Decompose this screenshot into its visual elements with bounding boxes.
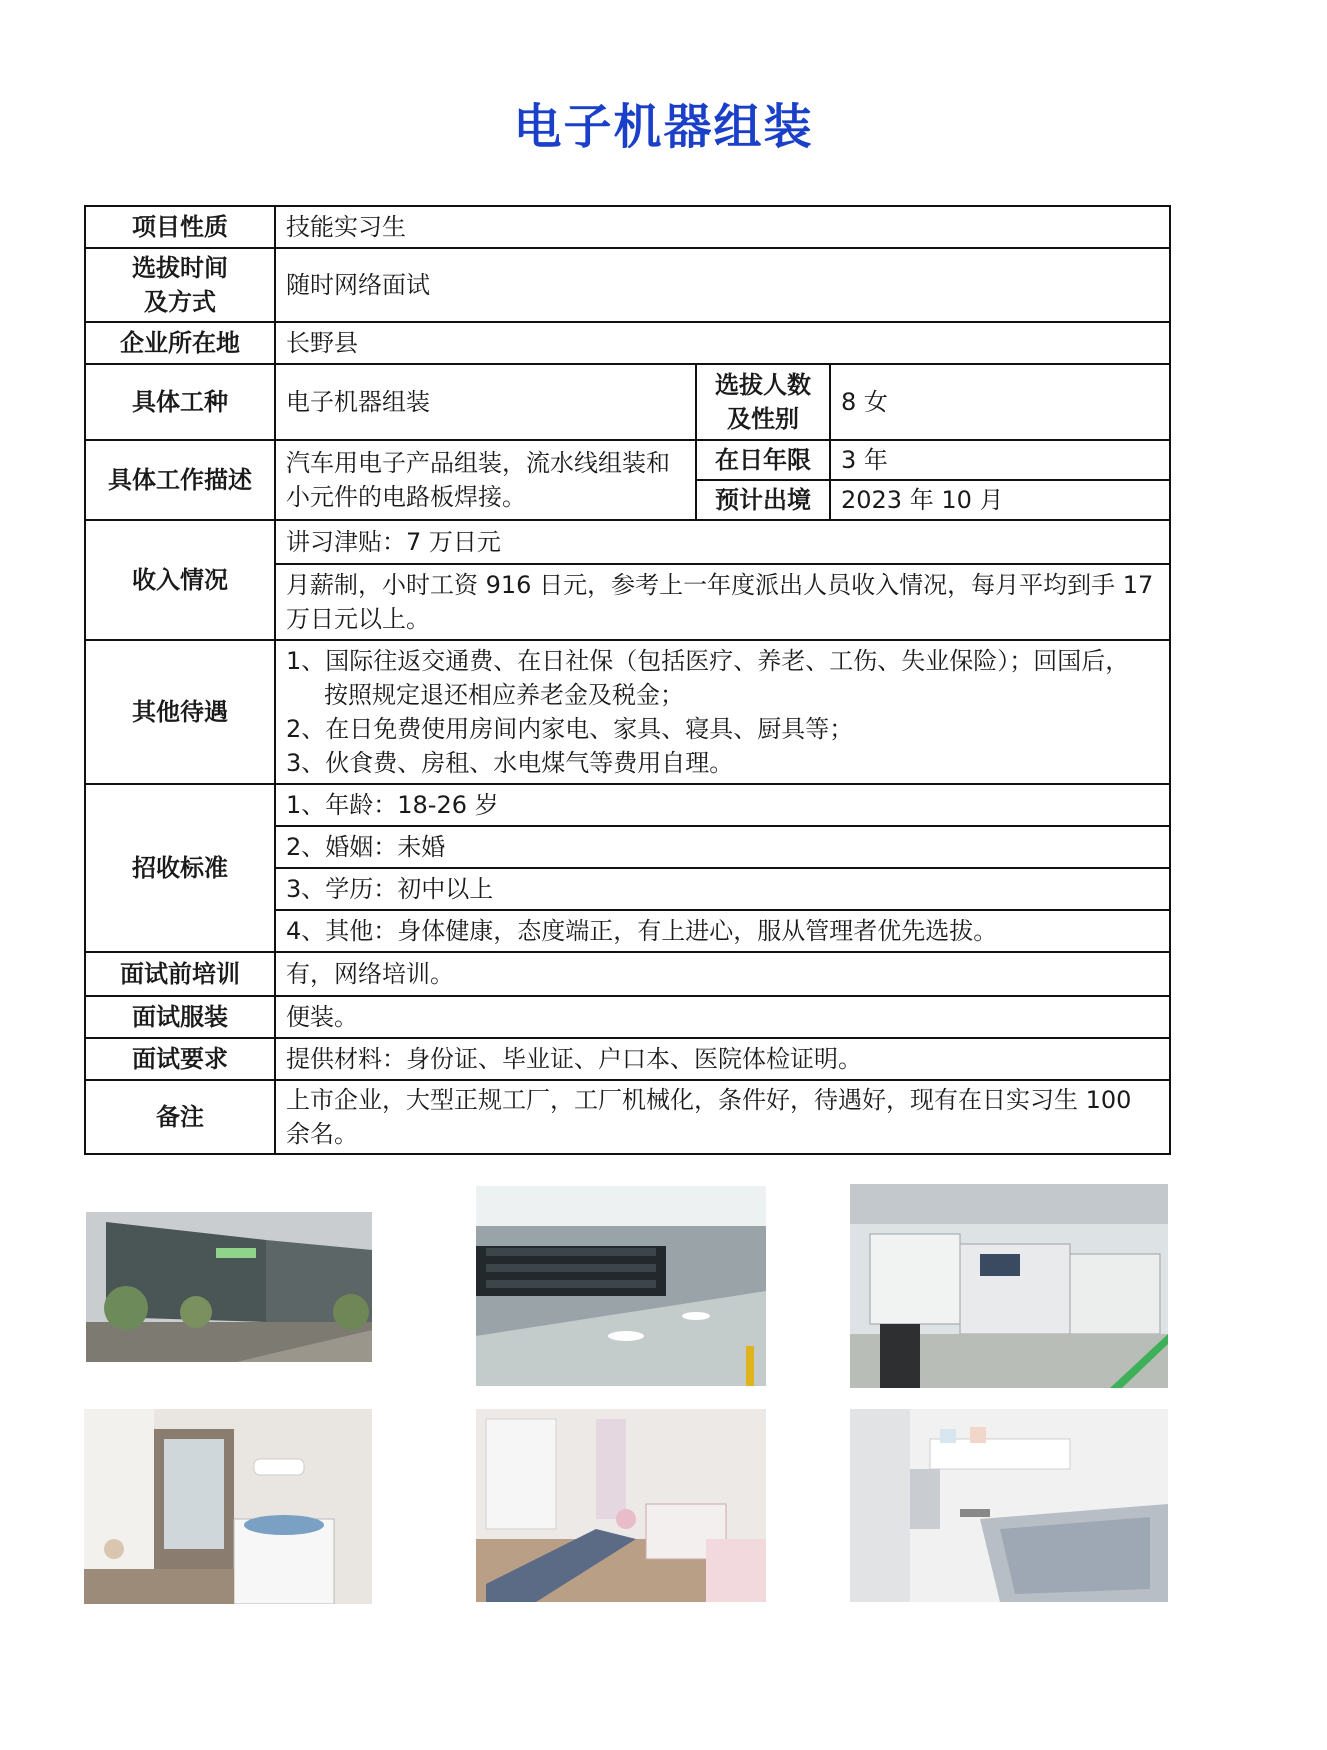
benefits-label: 其他待遇 [85, 640, 275, 784]
table-row [85, 248, 1170, 322]
selection-time-label [85, 248, 275, 322]
requirement-marriage: 2、婚姻：未婚 [275, 826, 1170, 868]
info-table [84, 205, 1171, 1155]
duration-label: 在日年限 [696, 440, 830, 480]
table-row [85, 206, 1170, 248]
remarks-label: 备注 [85, 1080, 275, 1154]
headcount-label-line2: 及性别 [727, 404, 799, 433]
selection-time-label-line2: 及方式 [144, 287, 216, 316]
description-label: 具体工作描述 [85, 440, 275, 520]
table-row [85, 640, 1170, 784]
bedroom-photo [476, 1409, 766, 1602]
income-salary: 月薪制，小时工资 916 日元，参考上一年度派出人员收入情况，每月平均到手 17 万日元以上。 [275, 564, 1170, 640]
headcount-label [696, 364, 830, 440]
training-value: 有，网络培训。 [275, 952, 1170, 996]
benefit-item-2: 2、在日免费使用房间内家电、家具、寝具、厨具等； [286, 715, 854, 743]
project-nature-label: 项目性质 [85, 206, 275, 248]
bathroom-photo [850, 1409, 1168, 1602]
table-row [85, 784, 1170, 826]
requirement-age: 1、年龄：18-26 岁 [275, 784, 1170, 826]
location-value: 长野县 [275, 322, 1170, 364]
headcount-label-line1: 选拔人数 [715, 370, 811, 399]
requirements-label: 招收标准 [85, 784, 275, 952]
attire-label: 面试服装 [85, 996, 275, 1038]
requirement-education: 3、学历：初中以上 [275, 868, 1170, 910]
headcount-value: 8 女 [830, 364, 1170, 440]
job-type-value: 电子机器组装 [275, 364, 696, 440]
attire-value: 便装。 [275, 996, 1170, 1038]
benefit-item-1-cont: 按照规定退还相应养老金及税金； [324, 681, 684, 709]
laundry-room-photo [84, 1409, 372, 1604]
departure-label: 预计出境 [696, 480, 830, 520]
table-row [85, 952, 1170, 996]
interview-req-value: 提供材料：身份证、毕业证、户口本、医院体检证明。 [275, 1038, 1170, 1080]
table-row [85, 440, 1170, 480]
table-row [85, 364, 1170, 440]
benefit-item-1: 1、国际往返交通费、在日社保（包括医疗、养老、工伤、失业保险）；回国后， [286, 647, 1130, 675]
assembly-line-photo [476, 1186, 766, 1386]
departure-value: 2023 年 10 月 [830, 480, 1170, 520]
selection-time-value: 随时网络面试 [275, 248, 1170, 322]
income-allowance: 讲习津贴：7 万日元 [275, 520, 1170, 564]
project-nature-value: 技能实习生 [275, 206, 1170, 248]
smt-machines-photo [850, 1184, 1168, 1388]
income-label: 收入情况 [85, 520, 275, 640]
description-value: 汽车用电子产品组装，流水线组装和小元件的电路板焊接。 [275, 440, 696, 520]
table-row [85, 1038, 1170, 1080]
remarks-value: 上市企业，大型正规工厂，工厂机械化，条件好，待遇好，现有在日实习生 100 余名。 [275, 1080, 1170, 1154]
training-label: 面试前培训 [85, 952, 275, 996]
benefits-value [275, 640, 1170, 784]
job-type-label: 具体工种 [85, 364, 275, 440]
table-row [85, 322, 1170, 364]
factory-exterior-photo [86, 1212, 372, 1362]
location-label: 企业所在地 [85, 322, 275, 364]
table-row [85, 1080, 1170, 1154]
duration-value: 3 年 [830, 440, 1170, 480]
selection-time-label-line1: 选拔时间 [132, 253, 228, 282]
interview-req-label: 面试要求 [85, 1038, 275, 1080]
page-title: 电子机器组装 [513, 99, 814, 155]
table-row [85, 520, 1170, 564]
benefit-item-3: 3、伙食费、房租、水电煤气等费用自理。 [286, 749, 734, 777]
requirement-other: 4、其他：身体健康，态度端正，有上进心，服从管理者优先选拔。 [275, 910, 1170, 952]
table-row [85, 996, 1170, 1038]
